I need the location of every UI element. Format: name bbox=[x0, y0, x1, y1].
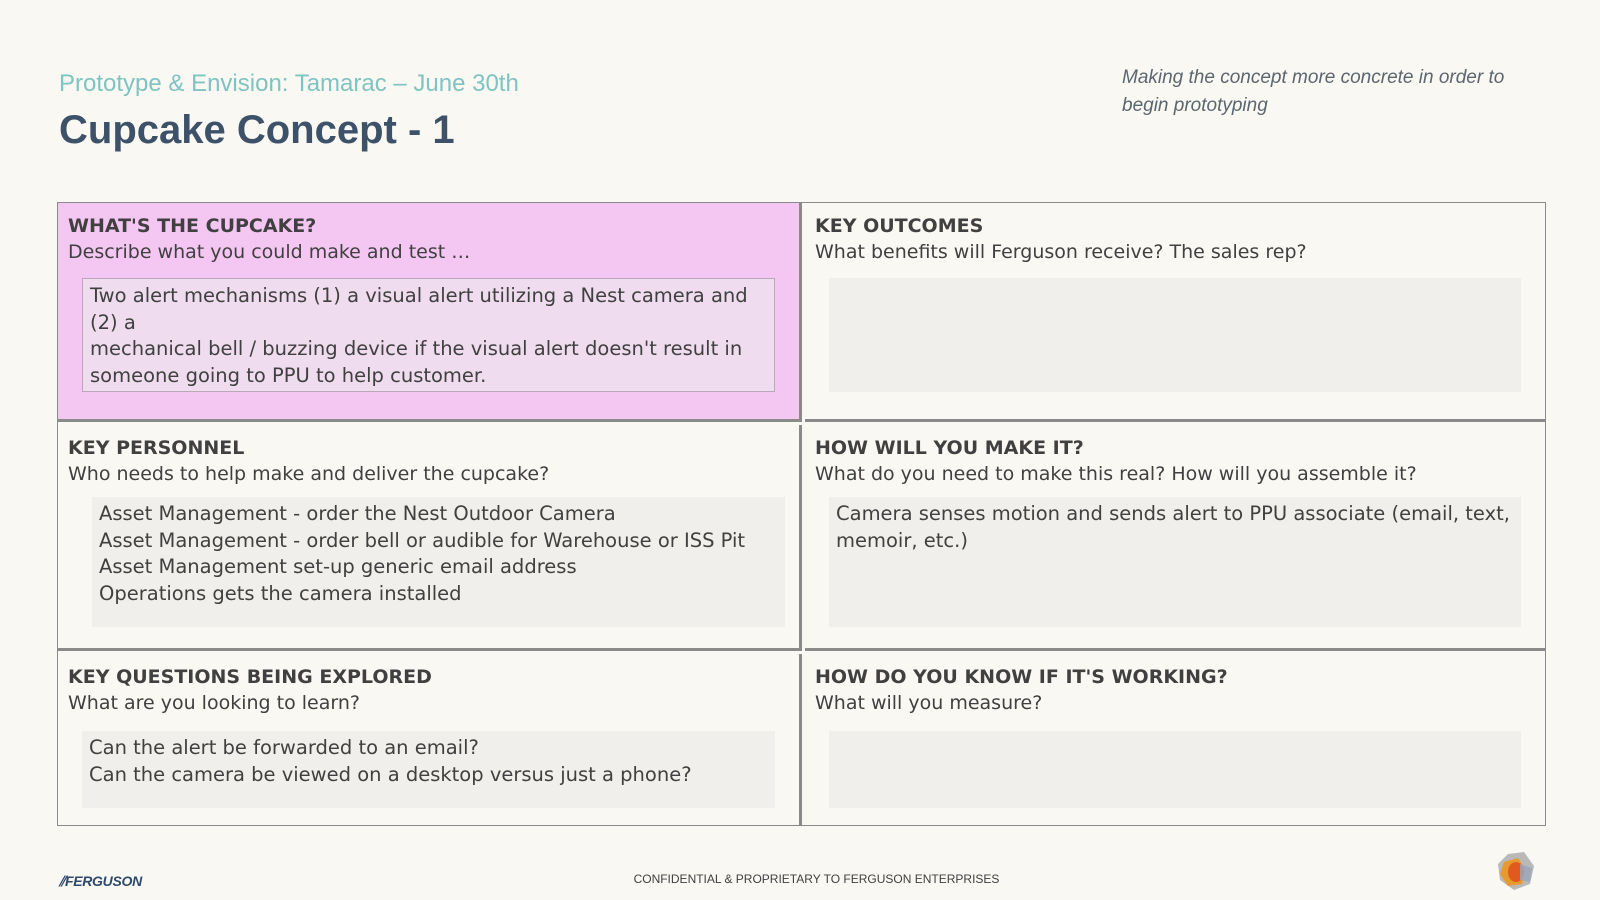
brand-hexagon-icon bbox=[1494, 850, 1536, 892]
cell-cupcake bbox=[58, 203, 802, 422]
subtitle: Prototype & Envision: Tamarac – June 30th bbox=[59, 70, 519, 97]
page-title: Cupcake Concept - 1 bbox=[59, 108, 455, 152]
cell-outcomes bbox=[805, 203, 1545, 422]
cell-prompt: What will you measure? bbox=[815, 692, 1043, 714]
answer-line: Asset Management set-up generic email address bbox=[99, 555, 577, 578]
logo-mark: ⫽ bbox=[59, 873, 65, 889]
answer-box[interactable] bbox=[82, 731, 775, 808]
cell-working bbox=[805, 654, 1545, 825]
answer-box[interactable] bbox=[829, 278, 1521, 392]
answer-line: someone going to PPU to help customer. bbox=[90, 363, 487, 387]
answer-line: memoir, etc.) bbox=[836, 528, 968, 552]
cell-heading: HOW DO YOU KNOW IF IT'S WORKING? bbox=[815, 666, 1228, 688]
cell-make bbox=[805, 425, 1545, 651]
cell-prompt: Describe what you could make and test … bbox=[68, 241, 471, 263]
answer-line: Two alert mechanisms (1) a visual alert utilizing a Nest camera and (2) a bbox=[90, 284, 748, 334]
cell-heading: KEY QUESTIONS BEING EXPLORED bbox=[68, 666, 432, 688]
answer-line: Asset Management - order bell or audible for Warehouse or ISS Pit bbox=[99, 528, 746, 552]
answer-line: Can the alert be forwarded to an email? bbox=[89, 736, 479, 759]
answer-line: Asset Management - order the Nest Outdoor Camera bbox=[99, 502, 616, 525]
cell-personnel bbox=[58, 425, 802, 651]
cell-heading: WHAT'S THE CUPCAKE? bbox=[68, 215, 317, 237]
answer-line: Can the camera be viewed on a desktop versus just a phone? bbox=[89, 762, 692, 786]
concept-grid bbox=[57, 202, 1546, 826]
cell-heading: KEY OUTCOMES bbox=[815, 215, 984, 237]
tagline: Making the concept more concrete in order to begin prototyping bbox=[1122, 67, 1505, 116]
answer-line: mechanical bell / buzzing device if the visual alert doesn't result in bbox=[90, 337, 743, 360]
cell-heading: HOW WILL YOU MAKE IT? bbox=[815, 437, 1084, 459]
answer-line: Camera senses motion and sends alert to PPU associate (email, text, bbox=[836, 502, 1510, 525]
answer-box[interactable] bbox=[82, 278, 775, 392]
logo-text: FERGUSON bbox=[64, 873, 142, 889]
answer-box[interactable] bbox=[92, 497, 785, 627]
cell-prompt: What are you looking to learn? bbox=[68, 692, 360, 714]
confidential-notice: CONFIDENTIAL & PROPRIETARY TO FERGUSON ENTERPRISES bbox=[633, 872, 1000, 886]
answer-line: Operations gets the camera installed bbox=[99, 581, 462, 605]
answer-box[interactable] bbox=[829, 731, 1521, 808]
cell-prompt: What benefits will Ferguson receive? The sales rep? bbox=[815, 241, 1307, 263]
cell-prompt: What do you need to make this real? How will you assemble it? bbox=[815, 463, 1417, 485]
answer-box[interactable] bbox=[829, 497, 1521, 627]
cell-heading: KEY PERSONNEL bbox=[68, 437, 245, 459]
cell-questions bbox=[58, 654, 802, 825]
cell-prompt: Who needs to help make and deliver the cupcake? bbox=[68, 463, 550, 485]
